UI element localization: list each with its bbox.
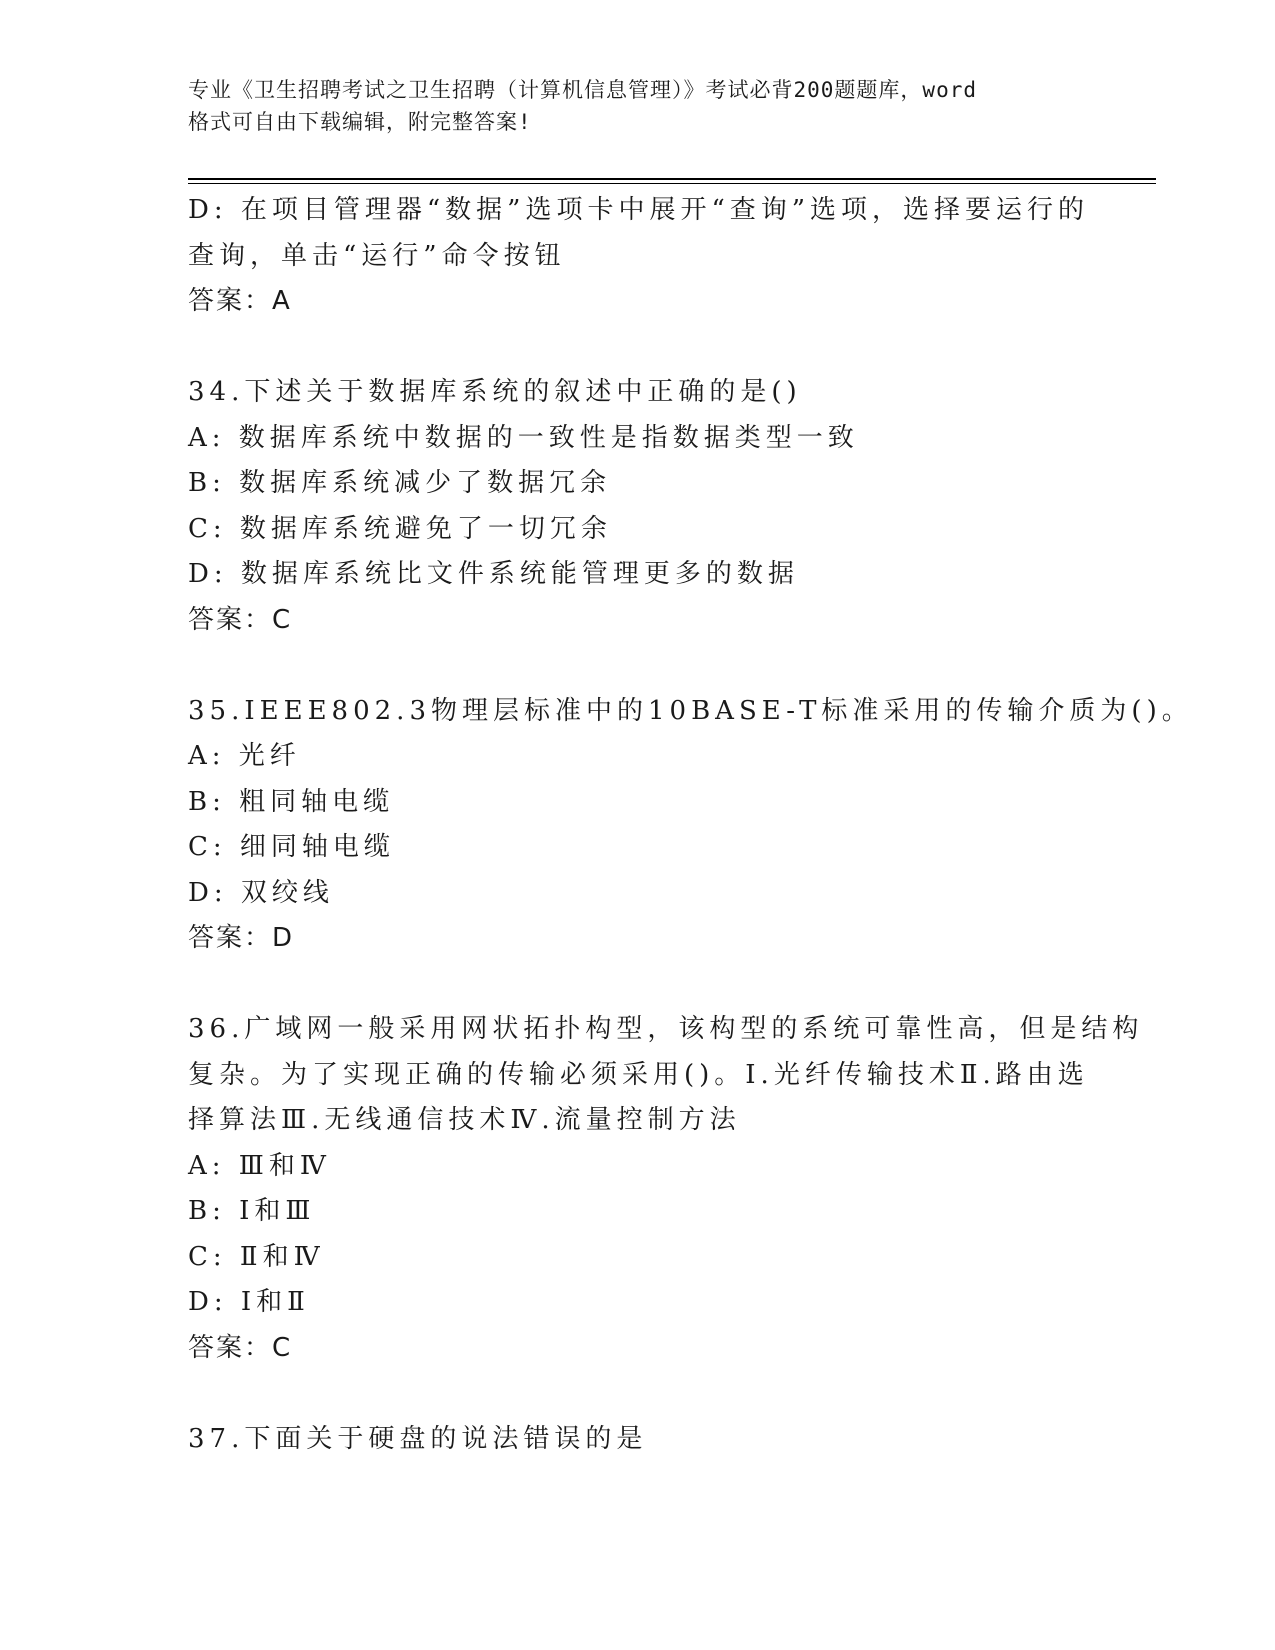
option-d: D: 双绞线 (188, 877, 334, 908)
header-divider-thin (188, 183, 1156, 184)
option-d-continued: 查询，单击“运行”命令按钮 (188, 240, 566, 271)
option-c: C: Ⅱ和Ⅳ (188, 1241, 325, 1272)
option-b: B: 数据库系统减少了数据冗余 (188, 468, 612, 498)
question-text-continued: 复杂。为了实现正确的传输必须采用()。Ⅰ.光纤传输技术Ⅱ.路由选 (188, 1059, 1089, 1090)
header-divider-thick (188, 178, 1156, 180)
question-text: 36.广域网一般采用网状拓扑构型，该构型的系统可靠性高，但是结构 (188, 1014, 1144, 1044)
option-b: B: 粗同轴电缆 (188, 786, 395, 817)
option-d: D: 在项目管理器“数据”选项卡中展开“查询”选项，选择要运行的 (188, 195, 1090, 225)
answer-line: 答案：C (188, 1332, 293, 1363)
question-block-33 (188, 188, 1088, 325)
spacer (188, 643, 1088, 689)
option-d: D: 数据库系统比文件系统能管理更多的数据 (188, 559, 799, 589)
question-list (188, 188, 1193, 1462)
spacer (188, 1371, 1088, 1417)
option-b: B: Ⅰ和Ⅲ (188, 1196, 316, 1226)
option-a: A: Ⅲ和Ⅳ (188, 1150, 331, 1181)
option-a: A: 光纤 (188, 741, 301, 771)
question-block-34 (188, 370, 1088, 643)
question-text: 37.下面关于硬盘的说法错误的是 (188, 1423, 648, 1454)
answer-line: 答案：D (188, 923, 295, 953)
question-block-37 (188, 1417, 1088, 1463)
spacer (188, 325, 1088, 371)
option-c: C: 数据库系统避免了一切冗余 (188, 513, 612, 544)
answer-line: 答案：C (188, 604, 293, 635)
question-text: 34.下述关于数据库系统的叙述中正确的是() (188, 377, 802, 407)
question-text-continued: 择算法Ⅲ.无线通信技术Ⅳ.流量控制方法 (188, 1105, 741, 1135)
answer-line: 答案：A (188, 286, 292, 316)
option-a: A: 数据库系统中数据的一致性是指数据类型一致 (188, 422, 859, 453)
question-text: 35.IEEE802.3物理层标准中的10BASE-T标准采用的传输介质为()。 (188, 695, 1193, 726)
header-line-1: 专业《卫生招聘考试之卫生招聘（计算机信息管理）》考试必背200题题库，word (188, 78, 977, 102)
header-line-2: 格式可自由下载编辑，附完整答案! (188, 110, 532, 134)
document-header (188, 74, 1088, 138)
question-block-36 (188, 1007, 1144, 1371)
option-d: D: Ⅰ和Ⅱ (188, 1287, 310, 1317)
option-c: C: 细同轴电缆 (188, 832, 395, 862)
spacer (188, 962, 1088, 1008)
question-block-35 (188, 689, 1193, 962)
